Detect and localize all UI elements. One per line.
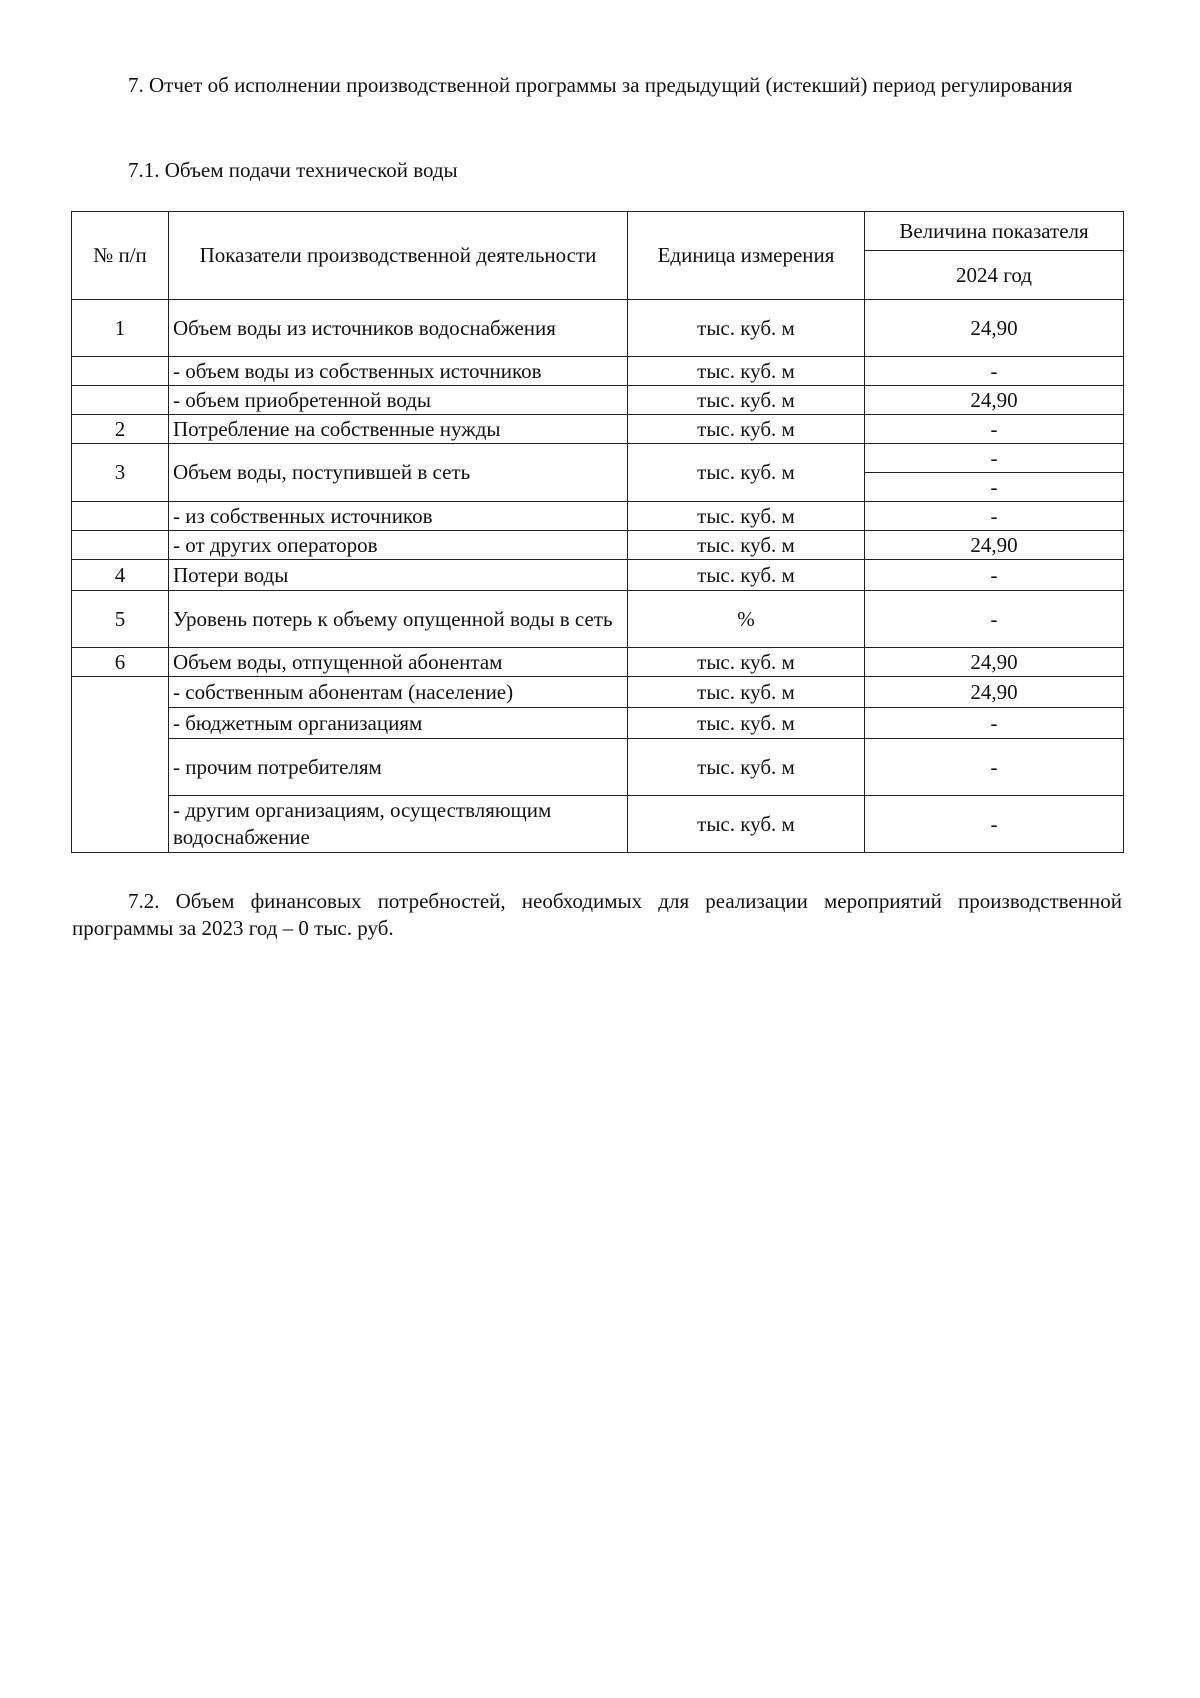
table-row <box>72 531 1124 560</box>
row-value: 24,90 <box>865 648 1124 677</box>
row-indicator: - бюджетным организациям <box>169 708 628 739</box>
row-indicator: Объем воды, поступившей в сеть <box>169 444 628 502</box>
row-value: 24,90 <box>865 386 1124 415</box>
section-title: 7. Отчет об исполнении производственной программы за предыдущий (истекший) период регулирования <box>128 73 1073 97</box>
row-value: - <box>865 444 1124 473</box>
row-unit: тыс. куб. м <box>628 739 865 796</box>
row-value: - <box>865 796 1124 853</box>
row-indicator: Потери воды <box>169 560 628 591</box>
header-value-group: Величина показателя <box>865 212 1124 251</box>
row-num: 3 <box>72 444 169 502</box>
row-indicator: Объем воды, отпущенной абонентам <box>169 648 628 677</box>
table-row <box>72 502 1124 531</box>
table-row <box>72 357 1124 386</box>
water-supply-table <box>71 211 1124 853</box>
row-value-secondary: - <box>865 473 1124 502</box>
row-indicator: - от других операторов <box>169 531 628 560</box>
row-num: 1 <box>72 300 169 357</box>
row-indicator: - объем воды из собственных источников <box>169 357 628 386</box>
row-indicator: Уровень потерь к объему опущенной воды в сеть <box>169 591 628 648</box>
table-row <box>72 739 1124 796</box>
table-header-row <box>72 212 1124 251</box>
table-row <box>72 386 1124 415</box>
row-num <box>72 386 169 415</box>
row-value: 24,90 <box>865 531 1124 560</box>
row-num: 4 <box>72 560 169 591</box>
row-unit: тыс. куб. м <box>628 300 865 357</box>
row-num <box>72 531 169 560</box>
row-unit: тыс. куб. м <box>628 677 865 708</box>
row-value: - <box>865 357 1124 386</box>
financial-needs-paragraph: 7.2. Объем финансовых потребностей, необходимых для реализации мероприятий производственной программы за 2023 год – 0 тыс. руб. <box>72 889 1122 940</box>
row-num <box>72 677 169 853</box>
row-indicator: Объем воды из источников водоснабжения <box>169 300 628 357</box>
row-unit: тыс. куб. м <box>628 708 865 739</box>
row-num: 5 <box>72 591 169 648</box>
table-row <box>72 591 1124 648</box>
row-unit: тыс. куб. м <box>628 386 865 415</box>
row-value: - <box>865 502 1124 531</box>
row-unit: тыс. куб. м <box>628 444 865 502</box>
row-indicator: - из собственных источников <box>169 502 628 531</box>
table-row <box>72 415 1124 444</box>
table-row <box>72 677 1124 708</box>
header-year: 2024 год <box>865 251 1124 300</box>
header-unit: Единица измерения <box>628 212 865 300</box>
row-unit: % <box>628 591 865 648</box>
row-unit: тыс. куб. м <box>628 796 865 853</box>
row-unit: тыс. куб. м <box>628 648 865 677</box>
table-row <box>72 796 1124 853</box>
table-row <box>72 708 1124 739</box>
table-row <box>72 648 1124 677</box>
table-row <box>72 560 1124 591</box>
row-value: 24,90 <box>865 300 1124 357</box>
row-value: - <box>865 591 1124 648</box>
row-unit: тыс. куб. м <box>628 531 865 560</box>
row-indicator: - собственным абонентам (население) <box>169 677 628 708</box>
row-unit: тыс. куб. м <box>628 502 865 531</box>
row-indicator: - прочим потребителям <box>169 739 628 796</box>
row-value: - <box>865 708 1124 739</box>
row-value: - <box>865 415 1124 444</box>
row-value: 24,90 <box>865 677 1124 708</box>
row-num <box>72 357 169 386</box>
row-num: 2 <box>72 415 169 444</box>
row-value: - <box>865 739 1124 796</box>
header-indicator: Показатели производственной деятельности <box>169 212 628 300</box>
row-value: - <box>865 560 1124 591</box>
row-unit: тыс. куб. м <box>628 357 865 386</box>
row-indicator: - другим организациям, осуществляющим водоснабжение <box>169 796 628 853</box>
row-indicator: Потребление на собственные нужды <box>169 415 628 444</box>
table-row <box>72 300 1124 357</box>
row-unit: тыс. куб. м <box>628 415 865 444</box>
row-unit: тыс. куб. м <box>628 560 865 591</box>
table-row <box>72 444 1124 473</box>
row-num: 6 <box>72 648 169 677</box>
row-num <box>72 502 169 531</box>
header-num: № п/п <box>72 212 169 300</box>
subsection-title: 7.1. Объем подачи технической воды <box>128 158 458 182</box>
row-indicator: - объем приобретенной воды <box>169 386 628 415</box>
